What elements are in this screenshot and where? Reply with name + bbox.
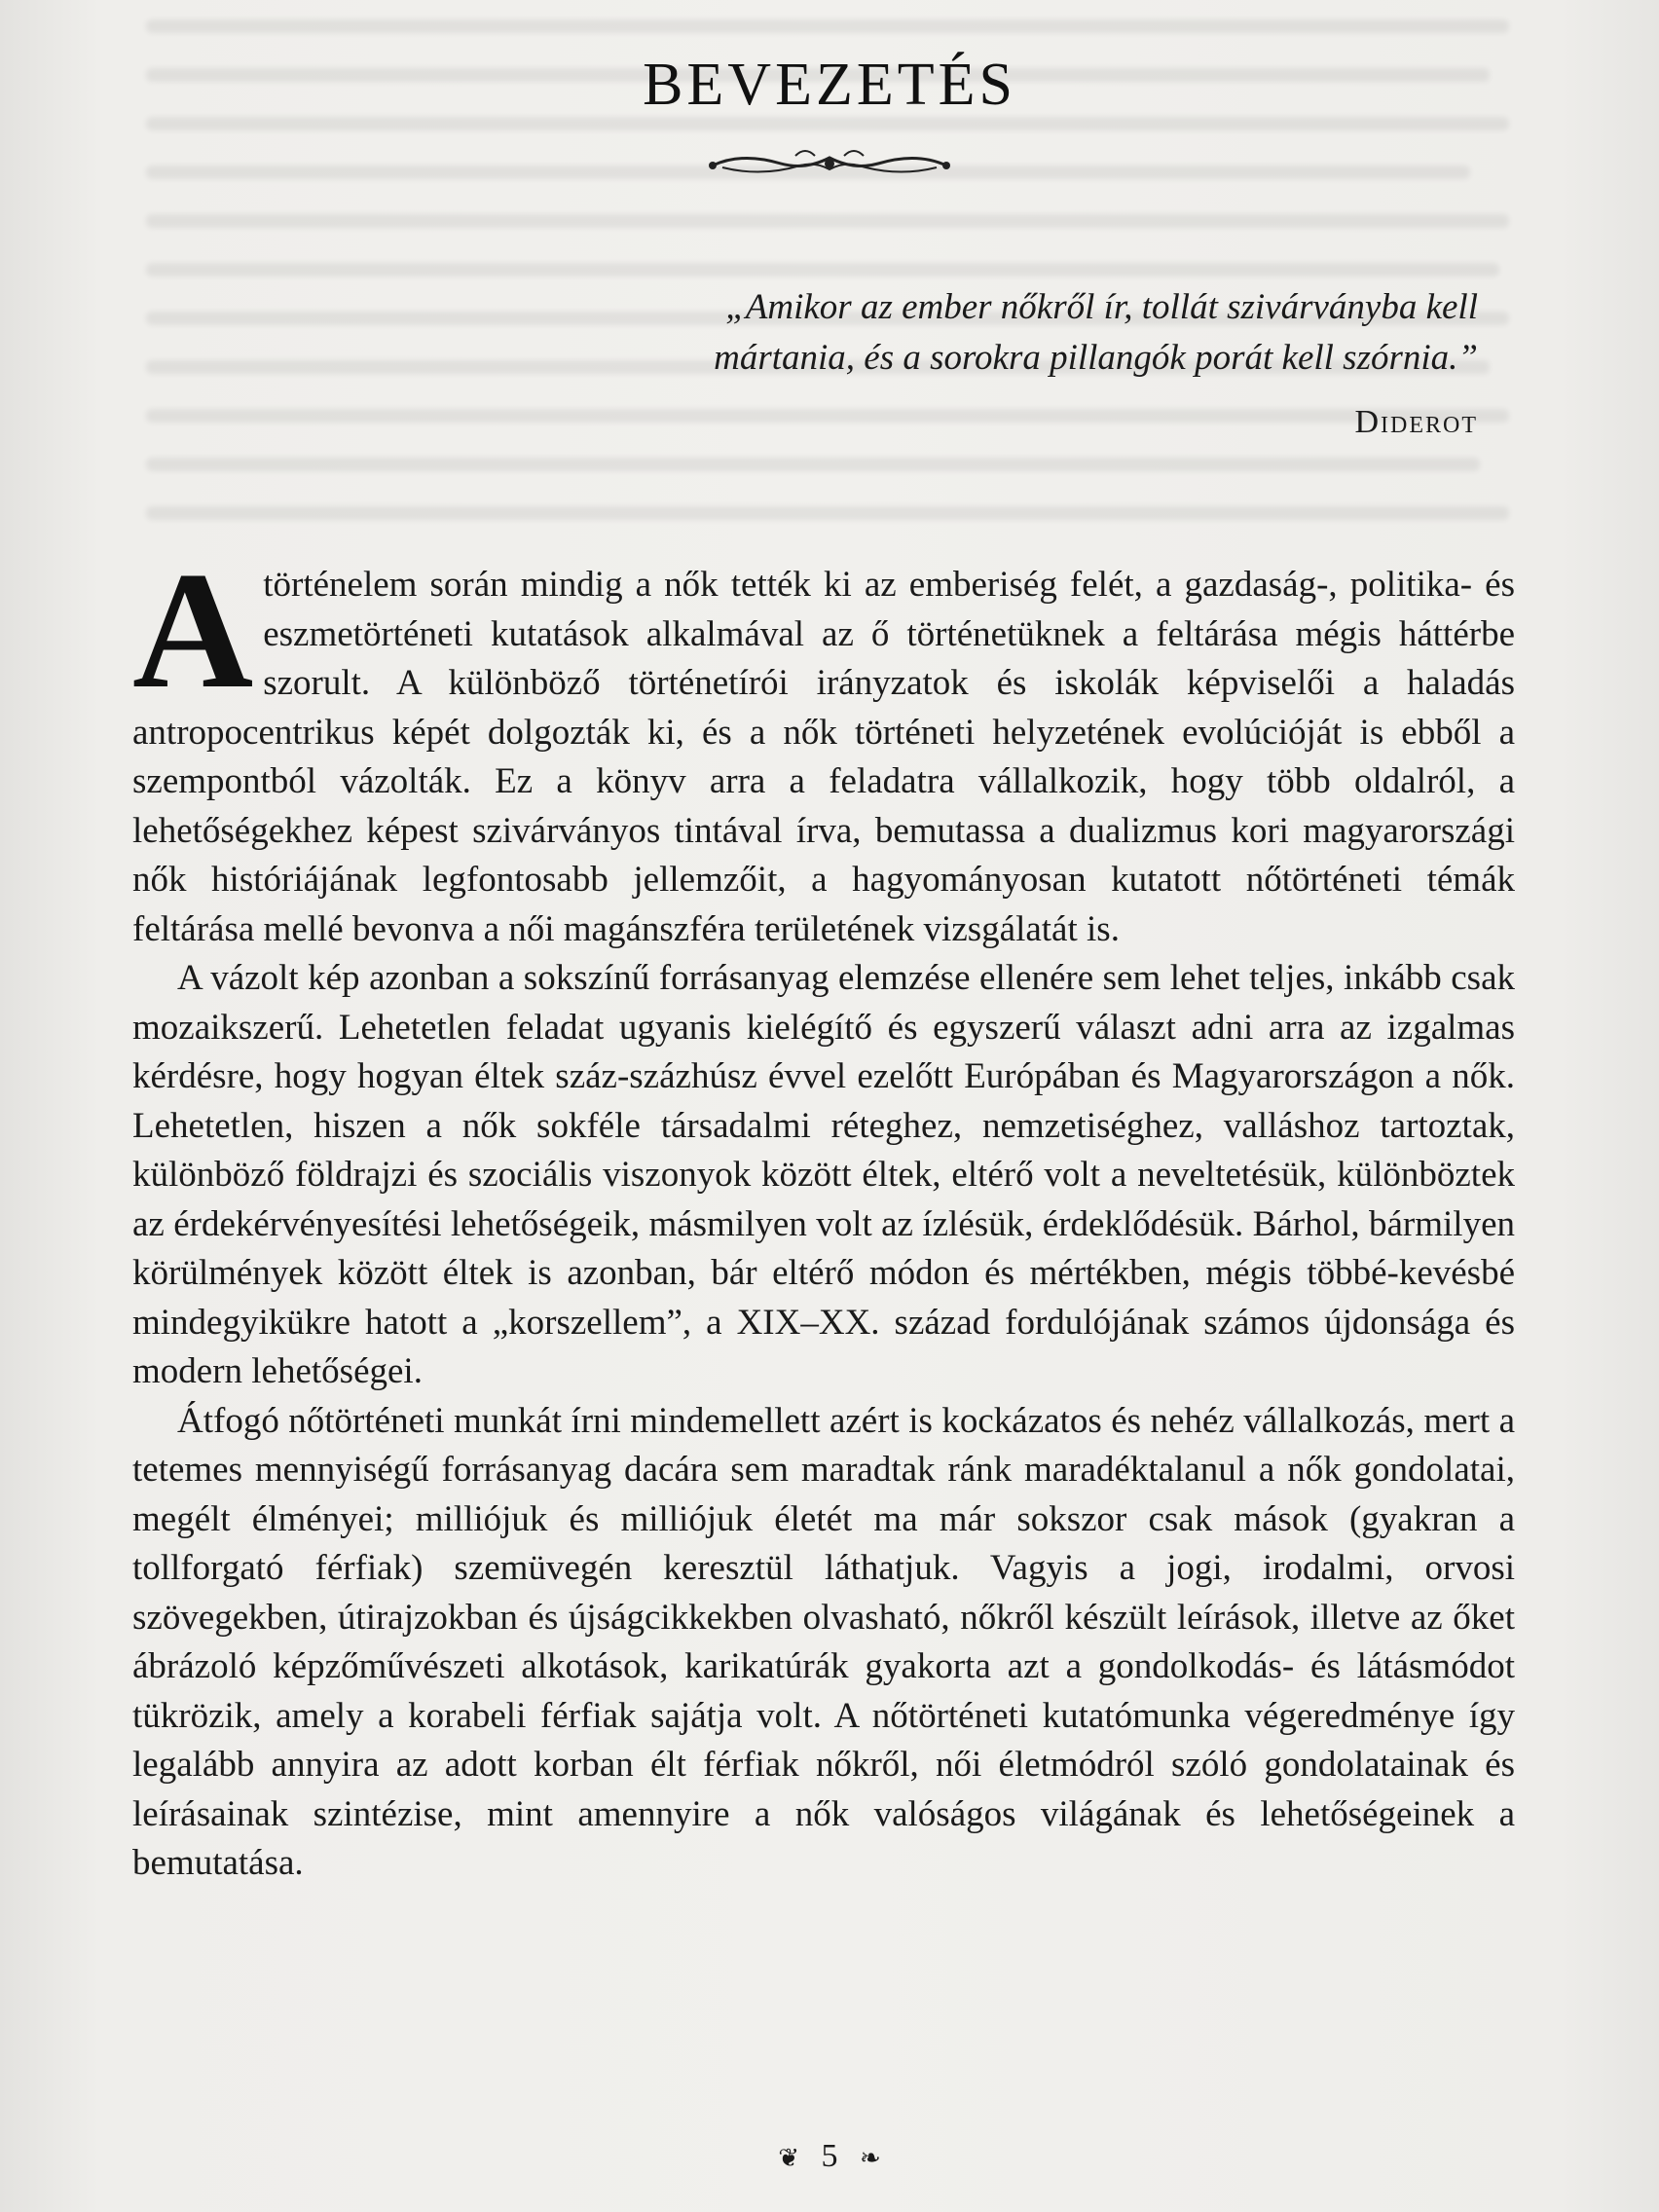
right-flourish-icon: ❧ <box>860 2144 881 2173</box>
epigraph <box>504 282 1478 448</box>
page-number: 5 <box>821 2138 838 2174</box>
paragraph-text: történelem során mindig a nők tették ki az emberiség felét, a gazdaság-, politika- és eszmetörténeti kutatások alkalmával az ő történetüknek a feltárása mégis háttérbe szorult. A különböző történetírói irányzatok és iskolák képviselői a haladás antropocentrikus képét dolgozták ki, és a nők történeti helyzetének evolúcióját is ebből a szempontból vázolták. Ez a könyv arra a feladatra vállalkozik, hogy több oldalról, a lehetőségekhez képest szivárványos tintával írva, bemutassa a dualizmus kori magyarországi nők históriájának legfontosabb jellemzőit, a hagyományosan kutatott nőtörténeti témák feltárása mellé bevonva a női magánszféra területének vizsgálatát is. <box>132 565 1515 949</box>
epigraph-line: mártania, és a sorokra pillangók porát kell szórnia.” <box>714 338 1478 378</box>
page-footer <box>0 2138 1659 2175</box>
drop-cap: A <box>132 538 254 723</box>
paragraph: A vázolt kép azonban a sokszínű forrásanyag elemzése ellenére sem lehet teljes, inkább csak mozaikszerű. Lehetetlen feladat ugyanis kielégítő és egyszerű választ adni arra az izgalmas kérdésre, hogy hogyan éltek száz-százhúsz évvel ezelőtt Európában és Magyarországon a nők. Lehetetlen, hiszen a nők sokféle társadalmi réteghez, nemzetiséghez, valláshoz tartoztak, különböző földrajzi és szociális viszonyok között éltek, eltérő volt a neveltetésük, különböztek az érdekérvényesítési lehetőségeik, másmilyen volt az ízlésük, érdeklődésük. Bárhol, bármilyen körülmények között éltek is azonban, bár eltérő módon és mértékben, mégis többé-kevésbé mindegyikükre hatott a „korszellem”, a XIX–XX. század fordulójának számos újdonsága és modern lehetőségei. <box>132 958 1515 1391</box>
ornament-divider-icon <box>703 144 956 183</box>
body-text <box>132 538 1515 1889</box>
paragraph <box>132 538 1515 954</box>
paragraph: Átfogó nőtörténeti munkát írni mindemellett azért is kockázatos és nehéz vállalkozás, mert a tetemes mennyiségű forrásanyag dacára sem maradtak ránk maradéktalanul a nők gondolatai, megélt élményei; milliójuk és milliójuk életét ma már sokszor csak mások (gyakran a tollforgató férfiak) szemüvegén keresztül láthatjuk. Vagyis a jogi, irodalmi, orvosi szövegekben, útirajzokban és újságcikkekben olvasható, nőkről készült leírások, illetve az őket ábrázoló képzőművészeti alkotások, karikatúrák gyakorta azt a gondolkodás- és látásmódot tükrözik, amely a korabeli férfiak sajátja volt. A nőtörténeti kutatómunka végeredménye így legalább annyira az adott korban élt férfiak nőkről, női életmódról szóló gondolatainak és leírásainak szintézise, mint amennyire a nők valóságos világának és lehetőségeinek a bemutatása. <box>132 1400 1515 1883</box>
left-flourish-icon: ❦ <box>778 2144 799 2173</box>
epigraph-author: Diderot <box>1354 404 1478 440</box>
epigraph-line: „Amikor az ember nőkről ír, tollát szivárványba kell <box>725 287 1478 327</box>
chapter-title: BEVEZETÉS <box>643 52 1016 118</box>
